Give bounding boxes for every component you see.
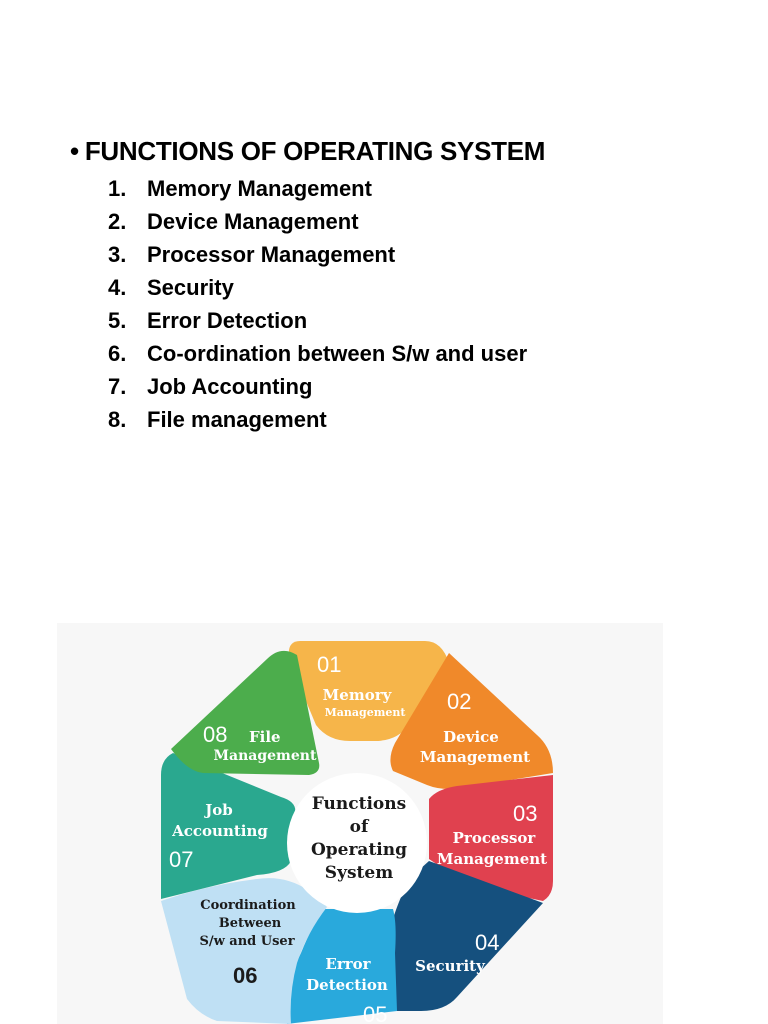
segment-label-device-2: Management — [419, 748, 531, 766]
segment-number-07: 07 — [169, 847, 194, 872]
segment-number-01: 01 — [317, 652, 342, 677]
list-text: Memory Management — [147, 175, 372, 201]
segment-label-processor-2: Management — [436, 850, 548, 868]
list-number: 3. — [108, 241, 127, 267]
list-number: 4. — [108, 274, 127, 300]
segment-number-06: 06 — [233, 963, 258, 988]
list-item — [108, 271, 527, 304]
segment-label-file-2: Management — [213, 748, 317, 764]
list-item — [108, 205, 527, 238]
list-text: Security — [147, 274, 234, 300]
list-item — [108, 370, 527, 403]
center-line-4: System — [324, 863, 394, 883]
functions-list — [108, 172, 527, 436]
list-number: 1. — [108, 175, 127, 201]
list-number: 8. — [108, 406, 127, 432]
list-number: 6. — [108, 340, 127, 366]
segment-label-coordination: Coordination — [200, 898, 296, 913]
segment-number-08: 08 — [203, 722, 228, 747]
list-number: 2. — [108, 208, 127, 234]
list-text: Processor Management — [147, 241, 396, 267]
segment-label-memory-2: Management — [324, 706, 406, 719]
list-text: Device Management — [147, 208, 359, 234]
os-functions-diagram — [57, 623, 663, 1024]
segment-label-device: Device — [443, 728, 499, 746]
segment-number-04: 04 — [475, 930, 500, 955]
segment-label-coordination-2: Between — [218, 916, 282, 931]
segment-number-02: 02 — [447, 689, 472, 714]
segment-label-security: Security — [415, 957, 485, 975]
list-text: File management — [147, 406, 327, 432]
list-text: Error Detection — [147, 307, 308, 333]
segment-label-job-2: Accounting — [172, 822, 268, 840]
center-line-2: of — [349, 817, 369, 837]
list-item — [108, 238, 527, 271]
segment-label-processor: Processor — [452, 829, 536, 847]
segment-label-memory: Memory — [322, 686, 392, 704]
bullet: • — [70, 136, 79, 166]
list-item — [108, 403, 527, 436]
center-line-1: Functions — [311, 794, 407, 814]
list-text: Co-ordination between S/w and user — [147, 340, 528, 366]
list-number: 7. — [108, 373, 127, 399]
list-number: 5. — [108, 307, 127, 333]
segment-number-03: 03 — [513, 801, 538, 826]
list-item — [108, 172, 527, 205]
segment-label-file: File — [249, 728, 281, 746]
octagon-diagram — [57, 623, 663, 1024]
list-item — [108, 304, 527, 337]
segment-label-error-2: Detection — [306, 976, 388, 994]
heading-text: FUNCTIONS OF OPERATING SYSTEM — [84, 136, 546, 166]
list-text: Job Accounting — [147, 373, 313, 399]
segment-label-error: Error — [325, 955, 371, 973]
segment-number-05: 05 — [363, 1002, 388, 1024]
center-line-3: Operating — [310, 840, 408, 860]
segment-label-job: Job — [205, 801, 233, 819]
section-heading — [70, 136, 545, 167]
segment-label-coordination-3: S/w and User — [199, 934, 295, 949]
list-item — [108, 337, 527, 370]
